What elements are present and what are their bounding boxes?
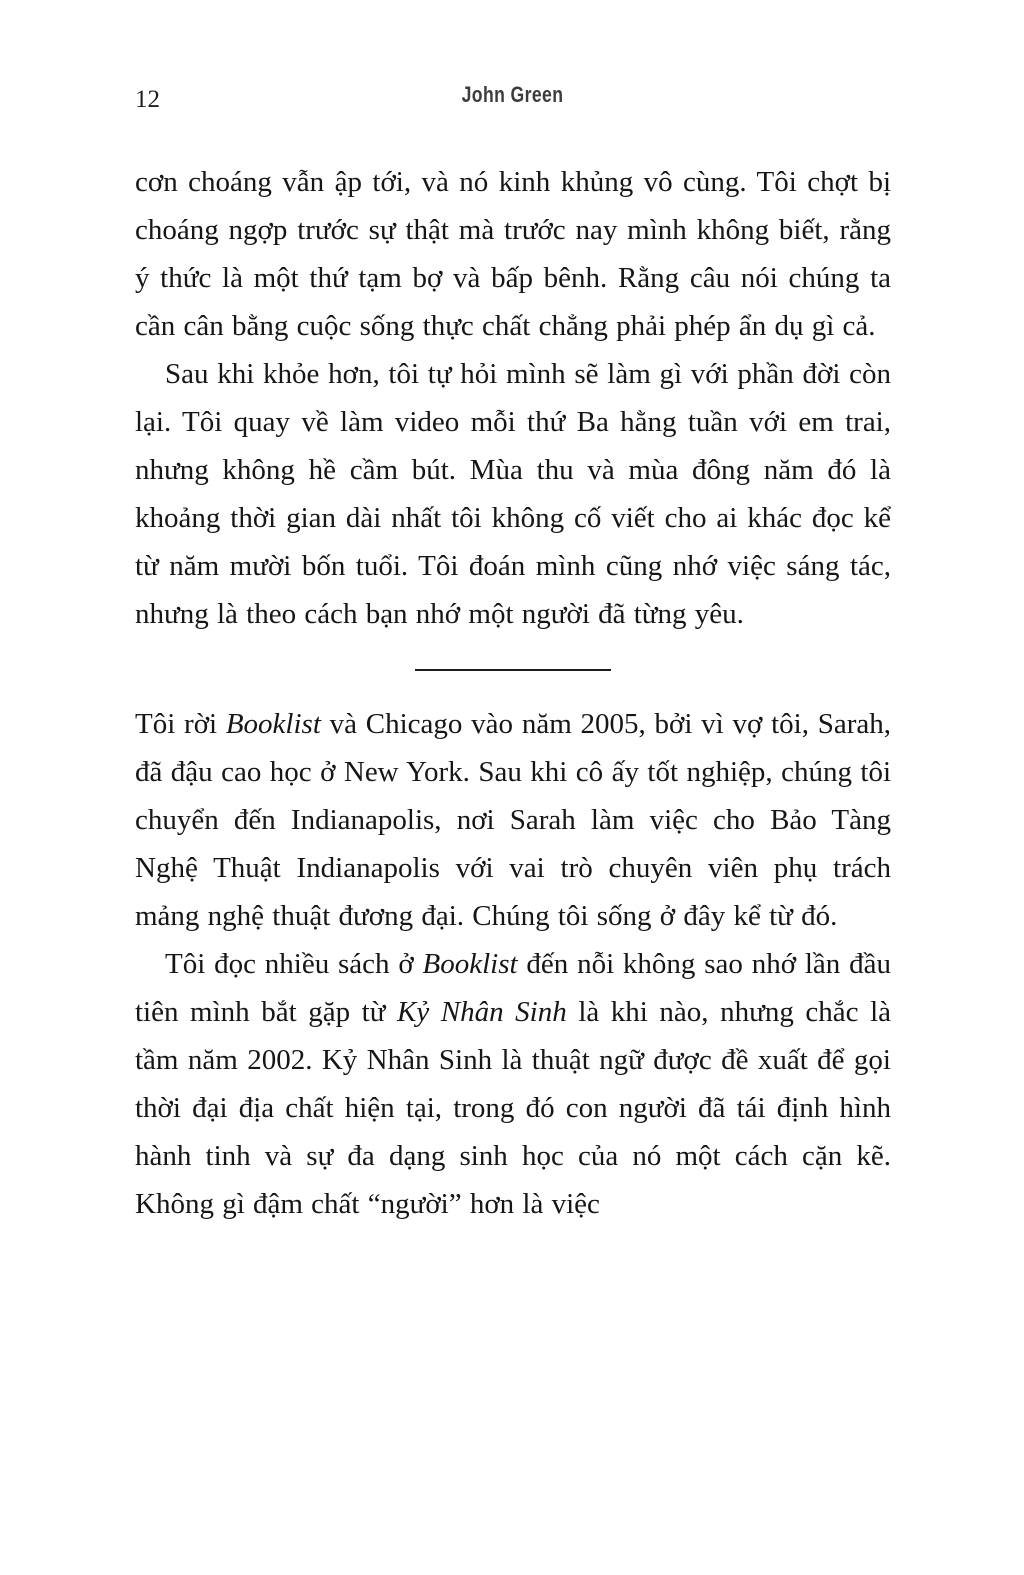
paragraph	[135, 940, 891, 1228]
paragraph	[135, 158, 891, 350]
text-segment: Tôi rời	[135, 708, 226, 740]
body-text	[135, 158, 891, 1228]
section-divider	[415, 669, 611, 671]
paragraph	[135, 350, 891, 638]
text-segment: Booklist	[422, 948, 518, 980]
text-segment: Tôi đọc nhiều sách ở	[165, 948, 423, 980]
text-segment: Booklist	[225, 708, 321, 740]
page-header	[135, 82, 890, 116]
running-title: John Green	[461, 82, 564, 107]
text-segment: và Chicago vào năm 2005, bởi vì vợ tôi, Sarah, đã đậu cao học ở New York. Sau khi cô ấy tốt nghiệp, chúng tôi chuyển đến Indianapolis, nơi Sarah làm việc cho Bảo Tàng Nghệ Thuật Indianapolis với vai trò chuyên viên phụ trách mảng nghệ thuật đương đại. Chúng tôi sống ở đây kể từ đó.	[135, 708, 891, 932]
text-segment: cơn choáng vẫn ập tới, và nó kinh khủng vô cùng. Tôi chợt bị choáng ngợp trước sự thật mà trước nay mình không biết, rằng ý thức là một thứ tạm bợ và bấp bênh. Rằng câu nói chúng ta cần cân bằng cuộc sống thực chất chẳng phải phép ẩn dụ gì cả.	[135, 166, 891, 342]
text-segment: Kỷ Nhân Sinh	[397, 996, 567, 1028]
paragraph	[135, 700, 891, 940]
page-number: 12	[135, 86, 160, 113]
text-segment: là khi nào, nhưng chắc là tầm năm 2002. Kỷ Nhân Sinh là thuật ngữ được đề xuất để gọi thời đại địa chất hiện tại, trong đó con người đã tái định hình hành tinh và sự đa dạng sinh học của nó một cách cặn kẽ. Không gì đậm chất “người” hơn là việc	[135, 996, 891, 1220]
text-segment: Sau khi khỏe hơn, tôi tự hỏi mình sẽ làm gì với phần đời còn lại. Tôi quay về làm video mỗi thứ Ba hằng tuần với em trai, nhưng không hề cầm bút. Mùa thu và mùa đông năm đó là khoảng thời gian dài nhất tôi không cố viết cho ai khác đọc kể từ năm mười bốn tuổi. Tôi đoán mình cũng nhớ việc sáng tác, nhưng là theo cách bạn nhớ một người đã từng yêu.	[135, 358, 891, 630]
text-segment: đến nỗi không sao nhớ lần đầu tiên mình bắt gặp từ	[135, 948, 891, 1028]
